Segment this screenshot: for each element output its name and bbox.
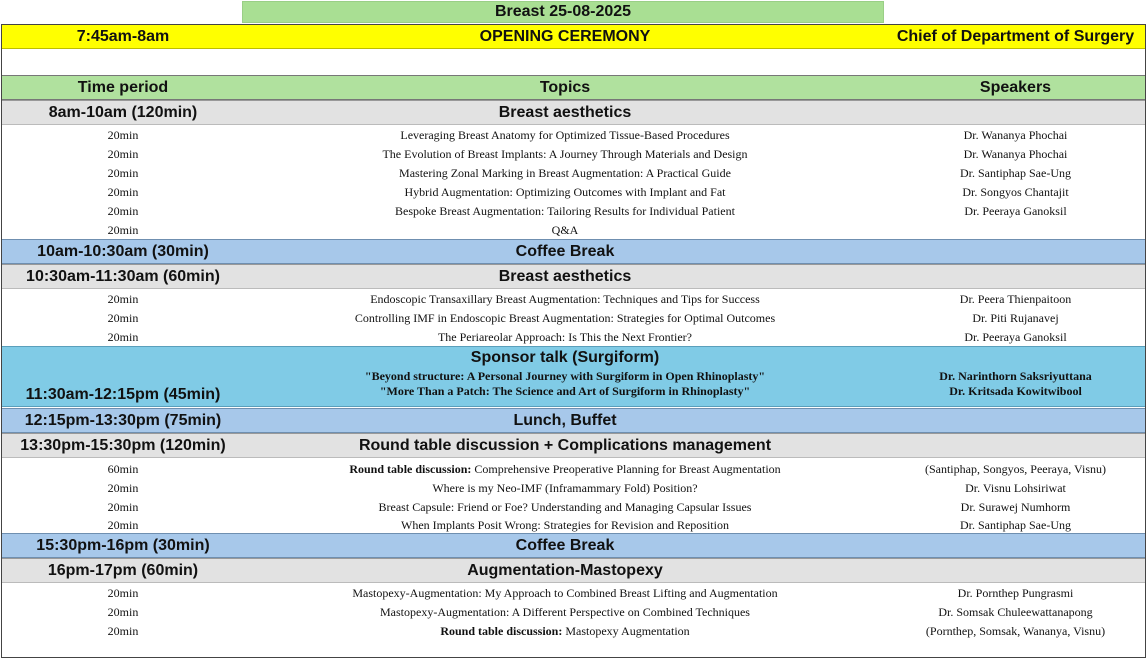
talk-topic: Mastopexy-Augmentation: A Different Perspective on Combined Techniques	[380, 605, 750, 619]
duration: 20min	[107, 500, 139, 514]
duration: 60min	[107, 461, 139, 476]
talk-topic	[244, 624, 886, 639]
speaker-name: Dr. Surawej Numhorm	[960, 500, 1071, 514]
column-header-topic: Topics	[539, 78, 591, 96]
opening-speaker: Chief of Department of Surgery	[896, 27, 1135, 45]
talk-topic-text: Mastopexy Augmentation	[562, 624, 690, 638]
table-row	[2, 622, 1145, 641]
table-row	[2, 584, 1145, 603]
table-row	[2, 164, 1145, 183]
round-table-label: Round table discussion:	[440, 624, 563, 638]
sponsor-heading: Sponsor talk (Surgiform)	[470, 349, 660, 366]
lunch-topic: Lunch, Buffet	[513, 411, 617, 429]
session-header	[2, 264, 1145, 289]
duration: 20min	[107, 624, 139, 638]
speaker-name: Dr. Wananya Phochai	[963, 147, 1068, 161]
column-header-time: Time period	[77, 78, 169, 96]
speaker-name: Dr. Santiphap Sae-Ung	[960, 166, 1071, 180]
sponsor-speaker-2: Dr. Kritsada Kowitwibool	[949, 384, 1082, 398]
talk-topic: Mastering Zonal Marking in Breast Augmentation: A Practical Guide	[399, 166, 731, 180]
table-row	[2, 183, 1145, 202]
lunch-row	[2, 408, 1145, 433]
sponsor-speaker-1: Dr. Narinthorn Saksriyuttana	[939, 369, 1092, 383]
speaker-name: Dr. Peeraya Ganoksil	[964, 329, 1067, 344]
table-row	[2, 145, 1145, 164]
schedule-table	[1, 24, 1146, 658]
table-row	[2, 309, 1145, 328]
session-topic: Augmentation-Mastopexy	[467, 561, 663, 579]
lunch-time: 12:15pm-13:30pm (75min)	[24, 411, 222, 429]
duration: 20min	[107, 185, 139, 199]
sponsor-row	[2, 346, 1145, 407]
duration: 20min	[107, 128, 139, 142]
session-header	[2, 100, 1145, 125]
coffee-break-row	[2, 239, 1145, 264]
table-row	[2, 517, 1145, 533]
opening-row	[2, 25, 1145, 49]
session-topic: Round table discussion + Complications management	[358, 436, 772, 454]
table-row	[2, 126, 1145, 145]
session-time: 8am-10am (120min)	[48, 103, 198, 121]
session-header	[2, 558, 1145, 583]
table-row	[2, 603, 1145, 622]
talk-topic: Q&A	[551, 222, 579, 237]
duration: 20min	[107, 292, 139, 306]
talk-topic: The Evolution of Breast Implants: A Journey Through Materials and Design	[382, 147, 748, 161]
break-topic: Coffee Break	[515, 242, 615, 260]
session-time: 13:30pm-15:30pm (120min)	[20, 436, 226, 454]
table-row	[2, 221, 1145, 239]
talk-topic	[244, 462, 886, 477]
speaker-name: Dr. Somsak Chuleewattanapong	[938, 605, 1093, 619]
talk-topic: Mastopexy-Augmentation: My Approach to Combined Breast Lifting and Augmentation	[352, 586, 778, 600]
break-time: 15:30pm-16pm (30min)	[36, 536, 210, 554]
talk-topic: When Implants Posit Wrong: Strategies for Revision and Reposition	[401, 517, 729, 532]
duration: 20min	[107, 329, 139, 344]
talk-topic: Hybrid Augmentation: Optimizing Outcomes with Implant and Fat	[404, 185, 726, 199]
table-row	[2, 290, 1145, 309]
sponsor-talk-1: "Beyond structure: A Personal Journey with Surgiform in Open Rhinoplasty"	[364, 369, 766, 383]
talk-topic: The Periareolar Approach: Is This the Next Frontier?	[437, 329, 693, 344]
sponsor-time: 11:30am-12:15pm (45min)	[25, 386, 221, 403]
table-row	[2, 459, 1145, 479]
duration: 20min	[107, 517, 139, 532]
sponsor-talk-2: "More Than a Patch: The Science and Art of Surgiform in Rhinoplasty"	[379, 384, 751, 398]
talk-topic: Where is my Neo-IMF (Inframammary Fold) Position?	[432, 481, 698, 495]
talk-topic: Controlling IMF in Endoscopic Breast Augmentation: Strategies for Optimal Outcomes	[354, 311, 776, 325]
speaker-name: Dr. Santiphap Sae-Ung	[960, 517, 1071, 532]
page-title: Breast 25-08-2025	[242, 1, 884, 23]
opening-topic: OPENING CEREMONY	[479, 27, 651, 45]
duration: 20min	[107, 586, 139, 600]
duration: 20min	[107, 311, 139, 325]
speaker-name: (Santiphap, Songyos, Peeraya, Visnu)	[924, 461, 1107, 476]
speaker-name: Dr. Wananya Phochai	[963, 128, 1068, 142]
table-row	[2, 498, 1145, 517]
session-topic: Breast aesthetics	[498, 103, 632, 121]
duration: 20min	[107, 166, 139, 180]
duration: 20min	[107, 147, 139, 161]
session-header	[2, 433, 1145, 458]
table-row	[2, 479, 1145, 498]
round-table-label: Round table discussion:	[349, 461, 472, 476]
speaker-name: (Pornthep, Somsak, Wananya, Visnu)	[925, 624, 1106, 638]
duration: 20min	[107, 605, 139, 619]
talk-topic: Endoscopic Transaxillary Breast Augmentation: Techniques and Tips for Success	[370, 292, 760, 306]
session-time: 16pm-17pm (60min)	[47, 561, 199, 579]
talk-topic: Leveraging Breast Anatomy for Optimized Tissue-Based Procedures	[400, 128, 730, 142]
column-header-speaker: Speakers	[979, 78, 1052, 96]
speaker-name: Dr. Pornthep Pungrasmi	[957, 586, 1074, 600]
coffee-break-row	[2, 533, 1145, 558]
session-time: 10:30am-11:30am (60min)	[26, 267, 220, 285]
column-header-row	[2, 75, 1145, 100]
talk-topic: Bespoke Breast Augmentation: Tailoring Results for Individual Patient	[395, 204, 735, 218]
duration: 20min	[107, 222, 139, 237]
speaker-name: Dr. Songyos Chantajit	[962, 185, 1069, 199]
speaker-name: Dr. Peeraya Ganoksil	[964, 204, 1067, 218]
talk-topic: Breast Capsule: Friend or Foe? Understanding and Managing Capsular Issues	[378, 500, 752, 514]
speaker-name: Dr. Visnu Lohsiriwat	[965, 481, 1066, 495]
table-row	[2, 202, 1145, 221]
duration: 20min	[107, 481, 139, 495]
talk-topic-text: Comprehensive Preoperative Planning for Breast Augmentation	[471, 461, 781, 476]
break-topic: Coffee Break	[515, 536, 615, 554]
table-row	[2, 328, 1145, 346]
session-topic: Breast aesthetics	[498, 267, 632, 285]
speaker-name: Dr. Piti Rujanavej	[972, 311, 1059, 325]
duration: 20min	[107, 204, 139, 218]
opening-time: 7:45am-8am	[76, 27, 170, 45]
break-time: 10am-10:30am (30min)	[37, 242, 209, 260]
speaker-name: Dr. Peera Thienpaitoon	[959, 292, 1072, 306]
